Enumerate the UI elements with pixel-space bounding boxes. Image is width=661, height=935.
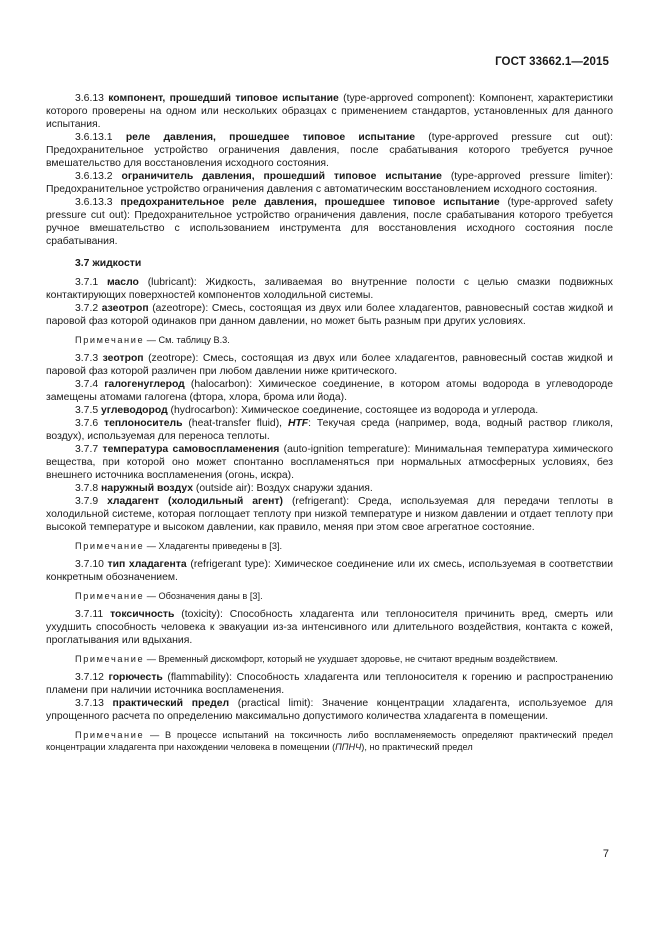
- clause-number: 3.6.13.2: [75, 171, 113, 182]
- clause-number: 3.7.9: [75, 496, 99, 507]
- definition: (type-approved safety pressure cut out): Предохранительное устройство ограничения давления, после срабатывания которого требуется ручное вмешательство с использованием инструмента для восстановления исходного состояния после срабатывания.: [46, 197, 613, 247]
- clause-number: 3.6.13.3: [75, 197, 113, 208]
- abbreviation: HTF: [287, 418, 309, 429]
- clause-number: 3.7.3: [75, 353, 99, 364]
- clause-number: 3.7.7: [75, 444, 99, 455]
- definition: (type-approved pressure limiter): Предохранительное устройство ограничения давления с автоматическим восстановлением исходного состояния.: [46, 171, 614, 195]
- definition: (type-approved pressure cut out): Предохранительное устройство ограничения давления, после срабатывания которого требуется ручное вмешательство для восстановления исходного состояния.: [46, 132, 613, 169]
- term: зеотроп: [102, 353, 144, 364]
- clause-3-7-6: [46, 417, 613, 443]
- clause-number: 3.7.5: [75, 405, 99, 416]
- definition: (lubricant): Жидкость, заливаемая во внутренние полости с целью смазки подвижных контактирующих поверхностей компонентов холодильной системы.: [46, 277, 614, 301]
- definition: (zeotrope): Смесь, состоящая из двух или более хладагентов, равновесный состав жидкой и паровой фаз которой различен при любом давлении ниже критического.: [46, 353, 613, 377]
- clause-number: 3.6.13: [75, 93, 104, 104]
- note: [46, 653, 613, 665]
- clause-number: 3.7.11: [75, 609, 104, 620]
- definition: (auto-ignition temperature): Минимальная температура химического вещества, при которой оно может спонтанно воспламеняться при нормальных атмосферных условиях, без внешнего источника воспламенения (огонь, искра).: [46, 444, 613, 481]
- clause-number: 3.7.4: [75, 379, 99, 390]
- note-text: — Временный дискомфорт, который не ухудшает здоровье, не считают вредным воздействием.: [144, 654, 558, 664]
- note: [46, 590, 613, 602]
- clause-3-7-12: [46, 671, 613, 697]
- clause-3-7-10: [46, 558, 613, 584]
- clause-number: 3.7.2: [75, 303, 99, 314]
- clause-3-7-5: [46, 404, 613, 417]
- term: углеводород: [101, 405, 168, 416]
- definition: (outside air): Воздух снаружи здания.: [193, 483, 373, 494]
- term: ограничитель давления, прошедший типовое испытание: [121, 171, 442, 182]
- clause-3-7-3: [46, 352, 613, 378]
- definition: (toxicity): Способность хладагента или теплоносителя причинить вред, смерть или ухудшить способность человека к эвакуации из-за интенсивного или длительного воздействия, контакта с кожей, проглатывания или вдыхания.: [46, 609, 613, 646]
- clause-3-7-4: [46, 378, 613, 404]
- term: хладагент (холодильный агент): [107, 496, 283, 507]
- term: наружный воздух: [101, 483, 194, 494]
- clause-3-7-7: [46, 443, 613, 482]
- page-content: [46, 92, 613, 759]
- note: [46, 334, 613, 346]
- clause-number: 3.7.10: [75, 559, 104, 570]
- clause-3-6-13-2: [46, 170, 613, 196]
- clause-3-7-9: [46, 495, 613, 534]
- definition: (hydrocarbon): Химическое соединение, состоящее из водорода и углерода.: [167, 405, 539, 416]
- note: [46, 729, 613, 753]
- note-text: — В процессе испытаний на токсичность либо воспламеняемость определяют практический предел концентрации хладагента при нахождении человека в помещении (: [46, 730, 613, 752]
- note-label: Примечание: [75, 730, 145, 740]
- clause-3-7-8: [46, 482, 613, 495]
- clause-number: 3.7.12: [75, 672, 104, 683]
- note-text-continued: ), но практический предел: [361, 742, 473, 752]
- clause-3-7-1: [46, 276, 613, 302]
- english-term: (heat-transfer fluid),: [182, 418, 288, 429]
- note-text: — Обозначения даны в [3].: [144, 591, 263, 601]
- term: токсичность: [110, 609, 175, 620]
- clause-number: 3.7.13: [75, 698, 104, 709]
- clause-3-7-13: [46, 697, 613, 723]
- definition: (refrigerant type): Химическое соединение или их смесь, используемая в соответствии конкретным обозначением.: [46, 559, 613, 583]
- standard-code: ГОСТ 33662.1—2015: [495, 56, 609, 68]
- term: теплоноситель: [104, 418, 183, 429]
- abbreviation: ППНЧ: [335, 742, 362, 752]
- term: температура самовоспламенения: [102, 444, 280, 455]
- definition: (azeotrope): Смесь, состоящая из двух или более хладагентов, равновесный состав жидкой и паровой фаз которой одинаков при данном давлении, но может быть разным при других условиях.: [46, 303, 614, 327]
- page-number: 7: [602, 848, 609, 860]
- term: компонент, прошедший типовое испытание: [108, 93, 339, 104]
- term: горючесть: [108, 672, 163, 683]
- term: азеотроп: [101, 303, 149, 314]
- clause-3-6-13: [46, 92, 613, 131]
- clause-3-6-13-1: [46, 131, 613, 170]
- clause-3-6-13-3: [46, 196, 613, 248]
- term: предохранительное реле давления, прошедшее типовое испытание: [120, 197, 500, 208]
- note-label: Примечание: [75, 654, 145, 664]
- term: реле давления, прошедшее типовое испытание: [125, 132, 416, 143]
- note-label: Примечание: [75, 541, 145, 551]
- section-heading: 3.7 жидкости: [75, 258, 142, 269]
- definition: : Текучая среда (например, вода, водный раствор гликоля, воздух), используемая для переноса теплоты.: [46, 418, 613, 442]
- clause-3-7-2: [46, 302, 613, 328]
- clause-number: 3.7.1: [75, 277, 99, 288]
- term: тип хладагента: [107, 559, 187, 570]
- note-label: Примечание: [75, 591, 145, 601]
- note: [46, 540, 613, 552]
- term: практический предел: [112, 698, 230, 709]
- definition: (flammability): Способность хладагента или теплоносителя к горению и распространению пламени при наличии источника воспламенения.: [46, 672, 613, 696]
- clause-3-7-11: [46, 608, 613, 647]
- note-label: Примечание: [75, 335, 145, 345]
- term: галогенуглерод: [104, 379, 185, 390]
- term: масло: [106, 277, 139, 288]
- clause-number: 3.7.8: [75, 483, 99, 494]
- note-text: — Хладагенты приведены в [3].: [144, 541, 283, 551]
- note-text: — См. таблицу В.3.: [144, 335, 230, 345]
- definition: (refrigerant): Среда, используемая для передачи теплоты в холодильной системе, которая поглощает теплоту при низкой температуре и низком давлении и отдает теплоту при высокой температуре и высоком давлении, как правило, меняя при этом свое агрегатное состояние.: [46, 496, 613, 533]
- clause-number: 3.7.6: [75, 418, 99, 429]
- clause-number: 3.6.13.1: [75, 132, 113, 143]
- definition: (practical limit): Значение концентрации хладагента, используемое для упрощенного расчета по определению максимально допустимого количества хладагента в помещении.: [46, 698, 613, 722]
- definition: (type-approved component): Компонент, характеристики которого проверены на одном или нескольких образцах с применением стандартов, установленных для данного испытания.: [46, 93, 614, 130]
- definition: (halocarbon): Химическое соединение, в котором атомы водорода в углеводороде замещены атомами галогена (фтора, хлора, брома или йода).: [46, 379, 613, 403]
